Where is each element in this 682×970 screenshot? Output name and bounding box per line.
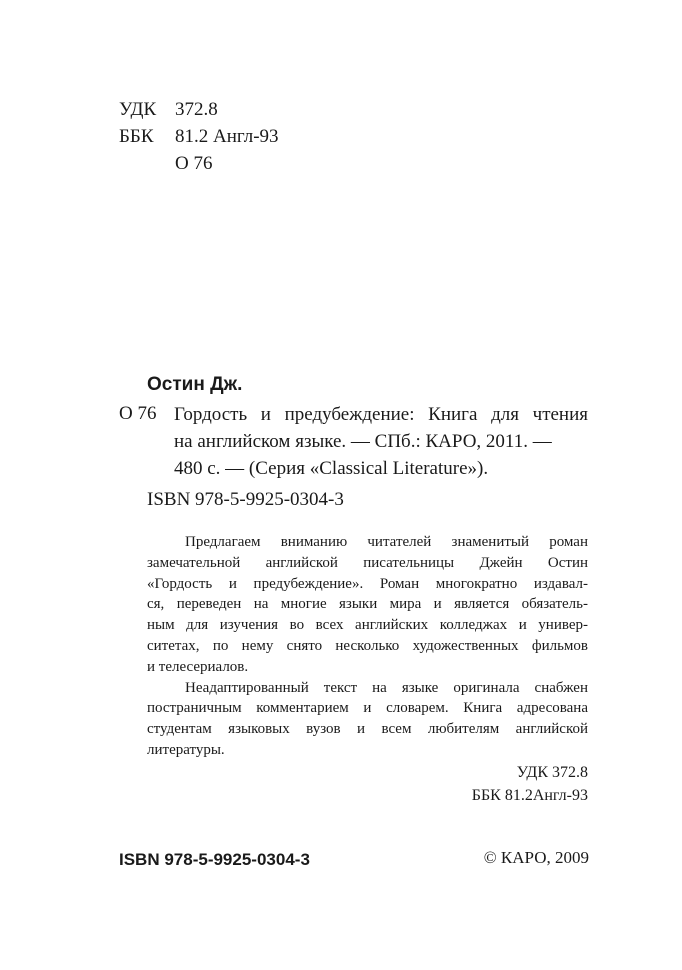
bbk-value: 81.2 Англ-93: [175, 126, 279, 147]
annotation-line: «Гордость и предубеждение». Роман многократно издавал-: [147, 575, 588, 592]
annotation-line: и телесериалов.: [147, 658, 249, 675]
bottom-isbn: ISBN 978-5-9925-0304-3: [119, 850, 310, 869]
author-mark: О 76: [175, 153, 213, 174]
udk-label: УДК: [119, 99, 157, 120]
catalog-code: О 76: [119, 403, 157, 424]
annotation-line: Предлагаем вниманию читателей знаменитый роман: [185, 534, 588, 550]
catalog-isbn: ISBN 978-5-9925-0304-3: [147, 489, 344, 510]
bbk-label: ББК: [119, 126, 154, 147]
udk-row: [119, 96, 218, 123]
annotation-line: ся, переведен на многие языки мира и является обязатель-: [147, 596, 588, 613]
bibliographic-entry: [174, 401, 588, 482]
annotation-line: литературы.: [147, 741, 225, 758]
copyright-notice: © КАРО, 2009: [483, 848, 589, 867]
annotation-line: замечательной английской писательницы Джейн Остин: [147, 554, 588, 571]
bib-line: Гордость и предубеждение: Книга для чтения: [174, 404, 588, 425]
bbk-row: [119, 123, 279, 150]
footer-udk: УДК 372.8: [516, 764, 588, 781]
classification-codes-footer: [472, 761, 588, 807]
catalog-author: Остин Дж.: [147, 374, 243, 395]
annotation-line: ситетах, по нему снято несколько художественных фильмов: [147, 637, 588, 654]
annotation-line: Неадаптированный текст на языке оригинала снабжен: [185, 679, 588, 696]
bib-line: на английском языке. — СПб.: КАРО, 2011. —: [174, 431, 552, 452]
annotation: [147, 532, 588, 761]
footer-bbk: ББК 81.2Англ-93: [471, 787, 588, 804]
udk-value: 372.8: [175, 99, 218, 120]
author-mark-row: [119, 150, 212, 177]
annotation-line: постраничным комментарием и словарем. Книга адресована: [147, 700, 588, 717]
bib-line: 480 с. — (Серия «Classical Literature»).: [174, 458, 489, 479]
annotation-line: ным для изучения во всех английских колледжах и универ-: [147, 617, 588, 634]
annotation-line: студентам языковых вузов и всем любителям английской: [147, 721, 588, 738]
